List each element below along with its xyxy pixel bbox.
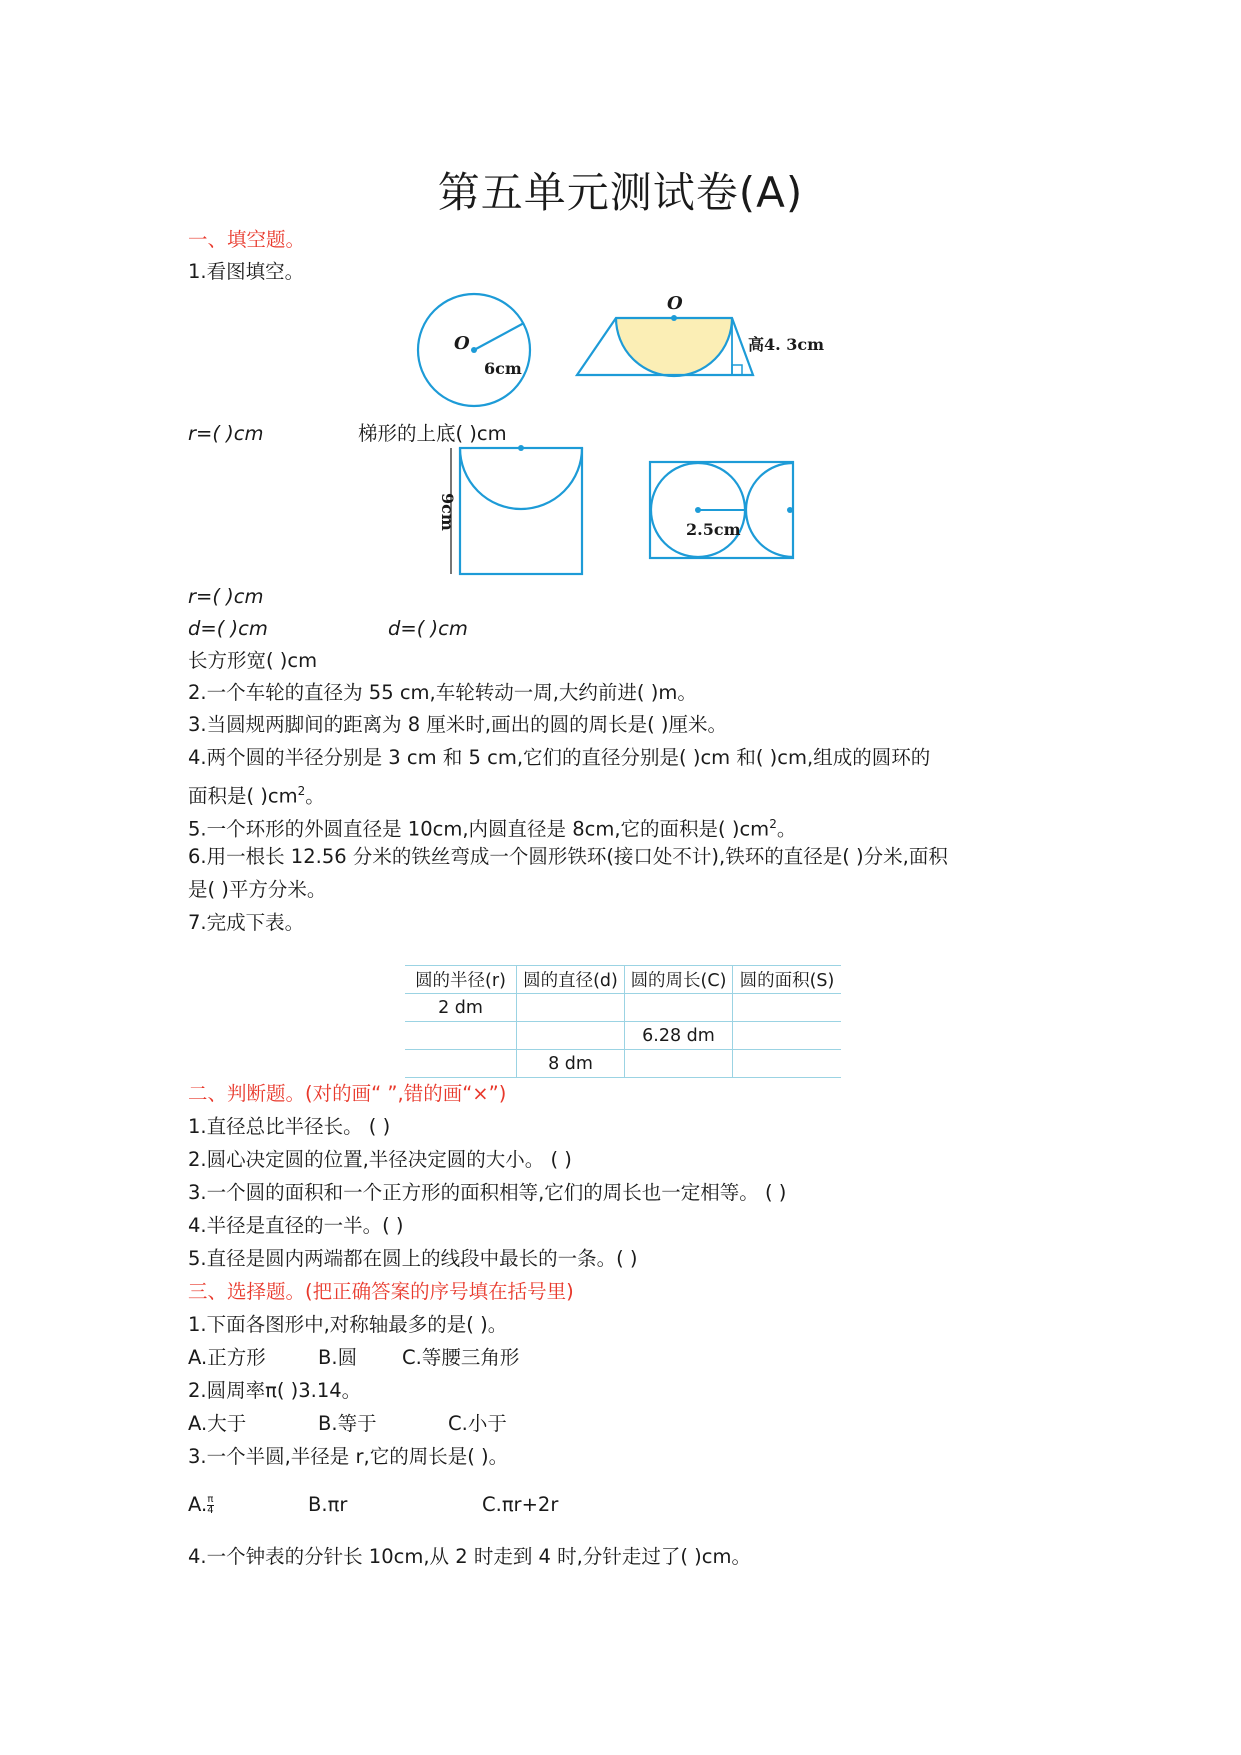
judge-item-3: 3.一个圆的面积和一个正方形的面积相等,它们的周长也一定相等。 ( ): [188, 1181, 787, 1204]
circle-table: [405, 965, 841, 1078]
choice-3-option-c: C.πr+2r: [482, 1493, 559, 1516]
table-row: [405, 1022, 841, 1050]
question-1-6-line2: 是( )平方分米。: [188, 878, 327, 901]
table-header-row: [405, 966, 841, 994]
judge-item-1: 1.直径总比半径长。 ( ): [188, 1115, 391, 1138]
answer-radius-1: r=( )cm: [188, 422, 264, 445]
figure-rectangle-two-circles: [648, 460, 798, 560]
figure-trapezoid-semicircle: [575, 295, 835, 380]
choice-2-option-b: B.等于: [318, 1412, 377, 1435]
table-header-cell: 圆的面积(S): [733, 966, 842, 994]
answer-rect-width: 长方形宽( )cm: [188, 649, 318, 672]
fig2-height-label: 高4. 3cm: [748, 335, 825, 354]
choice-2-option-c: C.小于: [448, 1412, 507, 1435]
figure-square-semicircle: [438, 445, 593, 580]
judge-item-2: 2.圆心决定圆的位置,半径决定圆的大小。 ( ): [188, 1148, 572, 1171]
section3-heading: 三、选择题。(把正确答案的序号填在括号里): [188, 1280, 574, 1303]
table-header-cell: 圆的半径(r): [405, 966, 517, 994]
answer-trapezoid-base: 梯形的上底( )cm: [358, 422, 507, 445]
figure-circle-radius: [414, 290, 544, 415]
fig1-center-label: O: [454, 333, 470, 354]
table-header-cell: 圆的周长(C): [625, 966, 733, 994]
question-1-4-line2: 面积是( )$cm^2$。: [188, 784, 325, 808]
question-1-5: 5.一个环形的外圆直径是 10cm,内圆直径是 8cm,它的面积是( )$cm^2$。: [188, 817, 797, 841]
table-cell: 2 dm: [405, 994, 517, 1022]
question-1-7: 7.完成下表。: [188, 911, 305, 934]
table-cell: 6.28 dm: [625, 1022, 733, 1050]
answer-diameter-1: d=( )cm: [188, 617, 268, 640]
fig2-center-label: O: [667, 293, 683, 314]
choice-3-option-a: A. $\frac{\pi}{4}$: [188, 1493, 214, 1516]
fig3-side-label: 9cm: [438, 493, 457, 531]
choice-question-3: 3.一个半圆,半径是 r,它的周长是( )。: [188, 1445, 509, 1468]
question-1-3: 3.当圆规两脚间的距离为 8 厘米时,画出的圆的周长是( )厘米。: [188, 713, 728, 736]
fig1-radius-label: 6cm: [484, 359, 522, 378]
table-cell: [733, 994, 842, 1022]
question-1-1: 1.看图填空。: [188, 260, 305, 283]
section1-heading: 一、填空题。: [188, 228, 306, 251]
choice-question-2: 2.圆周率π( )3.14。: [188, 1379, 362, 1402]
fig4-radius-label: 2.5cm: [686, 520, 741, 539]
judge-item-4: 4.半径是直径的一半。( ): [188, 1214, 404, 1237]
page-title: 第五单元测试卷(A): [437, 168, 804, 217]
table-header-cell: 圆的直径(d): [517, 966, 625, 994]
choice-2-option-a: A.大于: [188, 1412, 247, 1435]
choice-question-4: 4.一个钟表的分针长 10cm,从 2 时走到 4 时,分针走过了( )cm。: [188, 1545, 751, 1568]
section2-heading: 二、判断题。(对的画“ ”,错的画“×”): [188, 1082, 507, 1105]
question-1-4-line1: 4.两个圆的半径分别是 3 cm 和 5 cm,它们的直径分别是( )cm 和( )cm,组成的圆环的: [188, 746, 931, 769]
table-cell: [517, 1022, 625, 1050]
table-cell: [733, 1050, 842, 1078]
answer-radius-2: r=( )cm: [188, 585, 264, 608]
question-1-6-line1: 6.用一根长 12.56 分米的铁丝弯成一个圆形铁环(接口处不计),铁环的直径是( )分米,面积: [188, 845, 948, 868]
table-row: [405, 994, 841, 1022]
answer-diameter-2: d=( )cm: [388, 617, 468, 640]
table-row: [405, 1050, 841, 1078]
table-cell: [733, 1022, 842, 1050]
choice-1-option-b: B.圆: [318, 1346, 358, 1369]
choice-1-option-c: C.等腰三角形: [402, 1346, 520, 1369]
fraction-pi-over-4: $\frac{\pi}{4}$: [207, 1494, 214, 1516]
table-cell: [625, 1050, 733, 1078]
choice-1-option-a: A.正方形: [188, 1346, 266, 1369]
table-cell: [517, 994, 625, 1022]
choice-3-option-b: B.πr: [308, 1493, 348, 1516]
table-cell: [625, 994, 733, 1022]
question-1-2: 2.一个车轮的直径为 55 cm,车轮转动一周,大约前进( )m。: [188, 681, 697, 704]
table-cell: [405, 1050, 517, 1078]
judge-item-5: 5.直径是圆内两端都在圆上的线段中最长的一条。( ): [188, 1247, 638, 1270]
choice-question-1: 1.下面各图形中,对称轴最多的是( )。: [188, 1313, 508, 1336]
table-cell: 8 dm: [517, 1050, 625, 1078]
table-cell: [405, 1022, 517, 1050]
